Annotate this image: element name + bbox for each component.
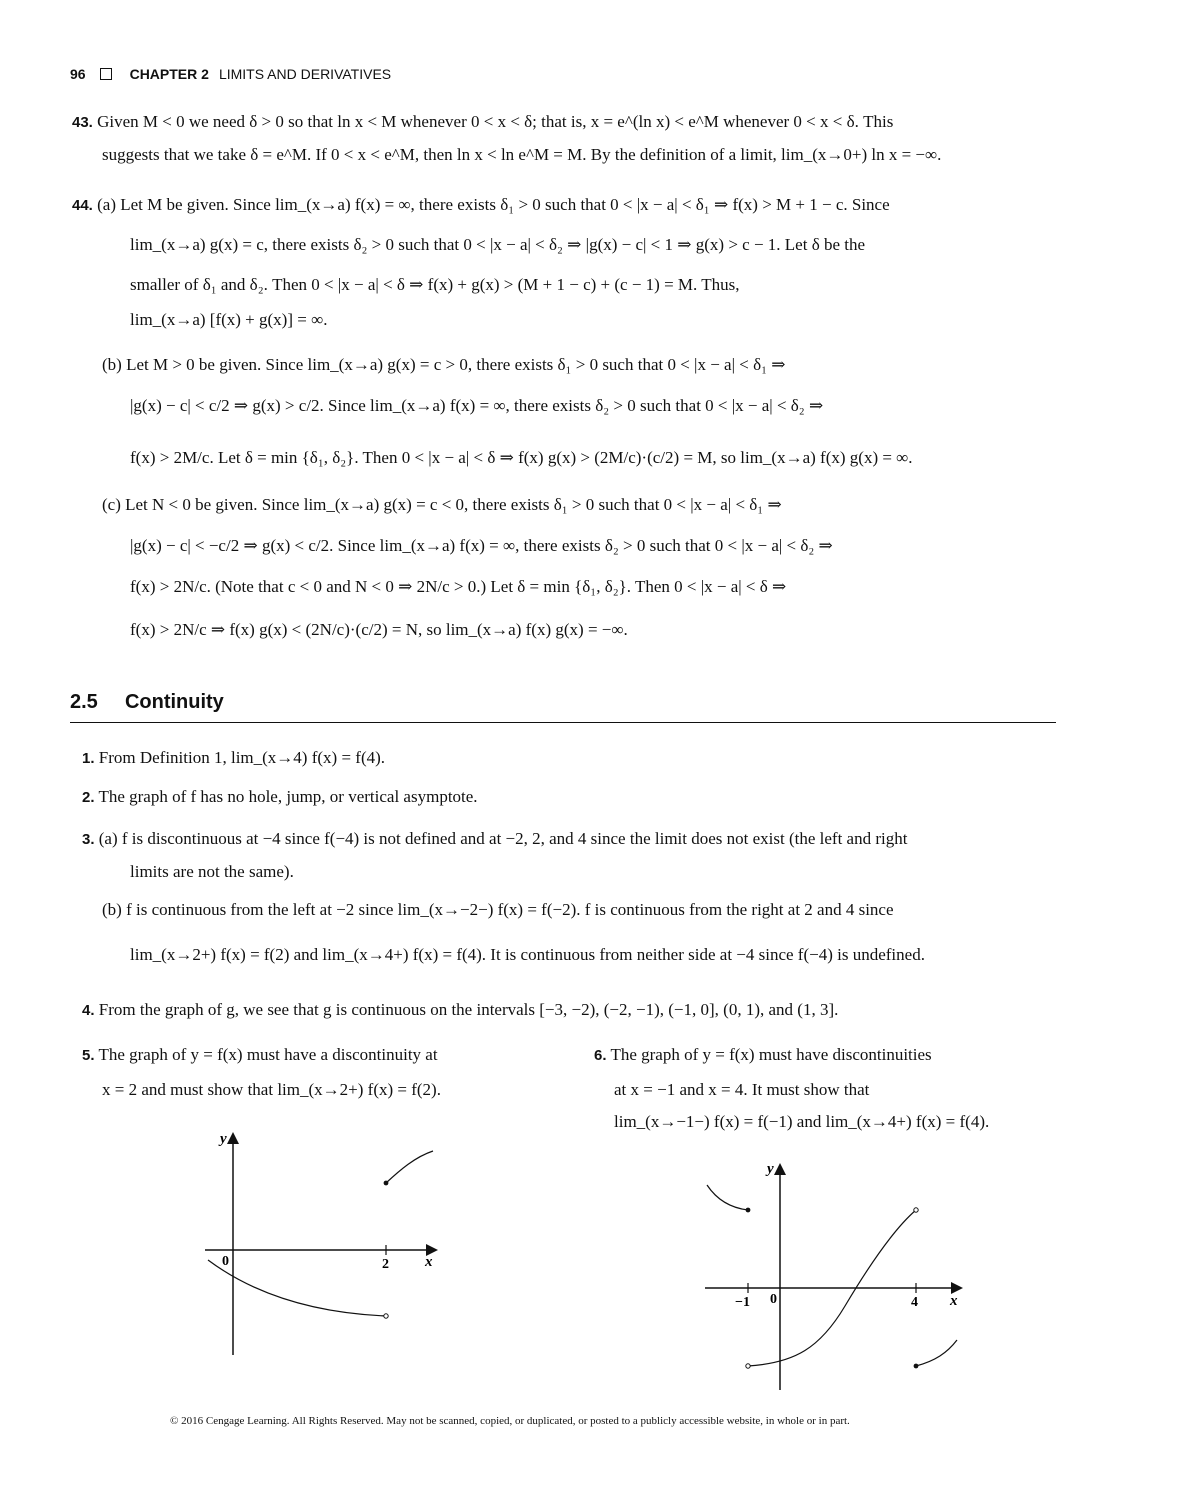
problem-6-line2: at x = −1 and x = 4. It must show that	[614, 1080, 870, 1099]
problem-number: 6.	[594, 1047, 607, 1064]
problem-number: 43.	[72, 114, 93, 131]
problem-1	[82, 748, 385, 769]
problem-number: 44.	[72, 197, 93, 214]
problem-44-b-line1: (b) Let M > 0 be given. Since lim_(x→a) g(x) = c > 0, there exists δ₁ > 0 such that 0 < |x − a| < δ₁ ⇒	[102, 355, 786, 374]
header-box-icon	[100, 68, 112, 80]
closed-endpoint-right	[914, 1364, 919, 1369]
tick-label-2: 2	[382, 1257, 389, 1272]
graph-problem-6	[695, 1158, 970, 1393]
section-number: 2.5	[70, 691, 98, 713]
problem-44-a-line2: lim_(x→a) g(x) = c, there exists δ₂ > 0 such that 0 < |x − a| < δ₂ ⇒ |g(x) − c| < 1 ⇒ g(x) > c − 1. Let δ be the	[130, 235, 866, 254]
x-axis-label: x	[425, 1254, 433, 1270]
problem-44-c-line2: |g(x) − c| < −c/2 ⇒ g(x) < c/2. Since lim_(x→a) f(x) = ∞, there exists δ₂ > 0 such that 0 < |x − a| < δ₂ ⇒	[130, 536, 833, 555]
problem-6-line1	[594, 1045, 932, 1066]
tick-label-minus-1: −1	[735, 1295, 750, 1310]
problem-3-a-line1	[82, 829, 907, 850]
problem-44-c-line3: f(x) > 2N/c. (Note that c < 0 and N < 0 ⇒ 2N/c > 0.) Let δ = min {δ₁, δ₂}. Then 0 < |x − a| < δ ⇒	[130, 577, 787, 596]
problem-44-b-line2: |g(x) − c| < c/2 ⇒ g(x) > c/2. Since lim_(x→a) f(x) = ∞, there exists δ₂ > 0 such that 0 < |x − a| < δ₂ ⇒	[130, 396, 824, 415]
chapter-title: LIMITS AND DERIVATIVES	[218, 66, 392, 82]
problem-44-c-line1: (c) Let N < 0 be given. Since lim_(x→a) g(x) = c < 0, there exists δ₁ > 0 such that 0 < |x − a| < δ₁ ⇒	[102, 495, 782, 514]
problem-number: 1.	[82, 750, 95, 767]
section-title: Continuity	[124, 691, 224, 713]
section-heading	[70, 690, 224, 714]
problem-5-line2: x = 2 and must show that lim_(x→2+) f(x) = f(2).	[102, 1080, 441, 1099]
problem-3-a-line2: limits are not the same).	[130, 862, 294, 881]
curve-left-branch	[707, 1185, 748, 1210]
chapter-label: CHAPTER 2	[129, 66, 209, 82]
problem-5-line1	[82, 1045, 438, 1066]
problem-text: From the graph of g, we see that g is continuous on the intervals [−3, −2), (−2, −1), (−1, 0], (0, 1), and (1, 3].	[98, 1000, 839, 1019]
section-divider	[70, 722, 1056, 723]
curve-right-branch	[386, 1151, 433, 1183]
problem-text: The graph of y = f(x) must have discontinuities	[610, 1045, 932, 1064]
curve-right-branch	[916, 1340, 957, 1366]
problem-6-line3: lim_(x→−1−) f(x) = f(−1) and lim_(x→4+) f(x) = f(4).	[614, 1112, 990, 1131]
page-number: 96	[70, 66, 86, 82]
problem-number: 2.	[82, 789, 95, 806]
curve-left-branch	[208, 1260, 386, 1316]
problem-44-a-line1	[72, 195, 890, 216]
closed-endpoint	[384, 1181, 389, 1186]
y-axis-label: y	[220, 1131, 227, 1147]
tick-label-4: 4	[911, 1295, 918, 1310]
open-endpoint-left	[746, 1364, 750, 1368]
problem-2	[82, 787, 478, 808]
problem-text: Given M < 0 we need δ > 0 so that ln x < M whenever 0 < x < δ; that is, x = e^(ln x) < e^M whenever 0 < x < δ. This	[97, 112, 894, 131]
problem-43-line2: suggests that we take δ = e^M. If 0 < x < e^M, then ln x < ln e^M = M. By the definition of a limit, lim_(x→0+) ln x = −∞.	[102, 145, 942, 164]
problem-text: From Definition 1, lim_(x→4) f(x) = f(4).	[98, 748, 386, 767]
problem-44-c-line4: f(x) > 2N/c ⇒ f(x) g(x) < (2N/c)·(c/2) = N, so lim_(x→a) f(x) g(x) = −∞.	[130, 620, 628, 639]
origin-label: 0	[222, 1254, 229, 1269]
problem-3-b-line2: lim_(x→2+) f(x) = f(2) and lim_(x→4+) f(x) = f(4). It is continuous from neither side at −4 since f(−4) is undefined.	[130, 945, 925, 964]
y-axis-label: y	[767, 1161, 774, 1177]
problem-text: The graph of f has no hole, jump, or vertical asymptote.	[98, 787, 478, 806]
problem-text: (a) Let M be given. Since lim_(x→a) f(x) = ∞, there exists δ₁ > 0 such that 0 < |x − a| < δ₁ ⇒ f(x) > M + 1 − c. Since	[97, 195, 890, 214]
open-endpoint	[384, 1314, 388, 1318]
origin-label: 0	[770, 1292, 777, 1307]
open-endpoint-right	[914, 1208, 918, 1212]
problem-number: 5.	[82, 1047, 95, 1064]
page-header	[70, 64, 391, 84]
x-axis-label: x	[950, 1293, 958, 1309]
problem-43-line1	[72, 112, 893, 133]
problem-text: (a) f is discontinuous at −4 since f(−4) is not defined and at −2, 2, and 4 since the limit does not exist (the left and right	[98, 829, 908, 848]
problem-44-a-line3: smaller of δ₁ and δ₂. Then 0 < |x − a| < δ ⇒ f(x) + g(x) > (M + 1 − c) + (c − 1) = M. Thus,	[130, 275, 740, 294]
closed-endpoint-left	[746, 1208, 751, 1213]
problem-3-b-line1: (b) f is continuous from the left at −2 since lim_(x→−2−) f(x) = f(−2). f is continuous from the right at 2 and 4 since	[102, 900, 894, 919]
problem-number: 3.	[82, 831, 95, 848]
problem-44-a-line4: lim_(x→a) [f(x) + g(x)] = ∞.	[130, 310, 328, 329]
graph-problem-5	[195, 1125, 445, 1365]
problem-number: 4.	[82, 1002, 95, 1019]
problem-44-b-line3: f(x) > 2M/c. Let δ = min {δ₁, δ₂}. Then 0 < |x − a| < δ ⇒ f(x) g(x) > (2M/c)·(c/2) = M, so lim_(x→a) f(x) g(x) = ∞.	[130, 448, 913, 467]
problem-4	[82, 1000, 838, 1021]
problem-text: The graph of y = f(x) must have a discontinuity at	[98, 1045, 438, 1064]
copyright-footer: © 2016 Cengage Learning. All Rights Reserved. May not be scanned, copied, or duplicated, or posted to a publicly accessible website, in whole or in part.	[170, 1415, 850, 1427]
